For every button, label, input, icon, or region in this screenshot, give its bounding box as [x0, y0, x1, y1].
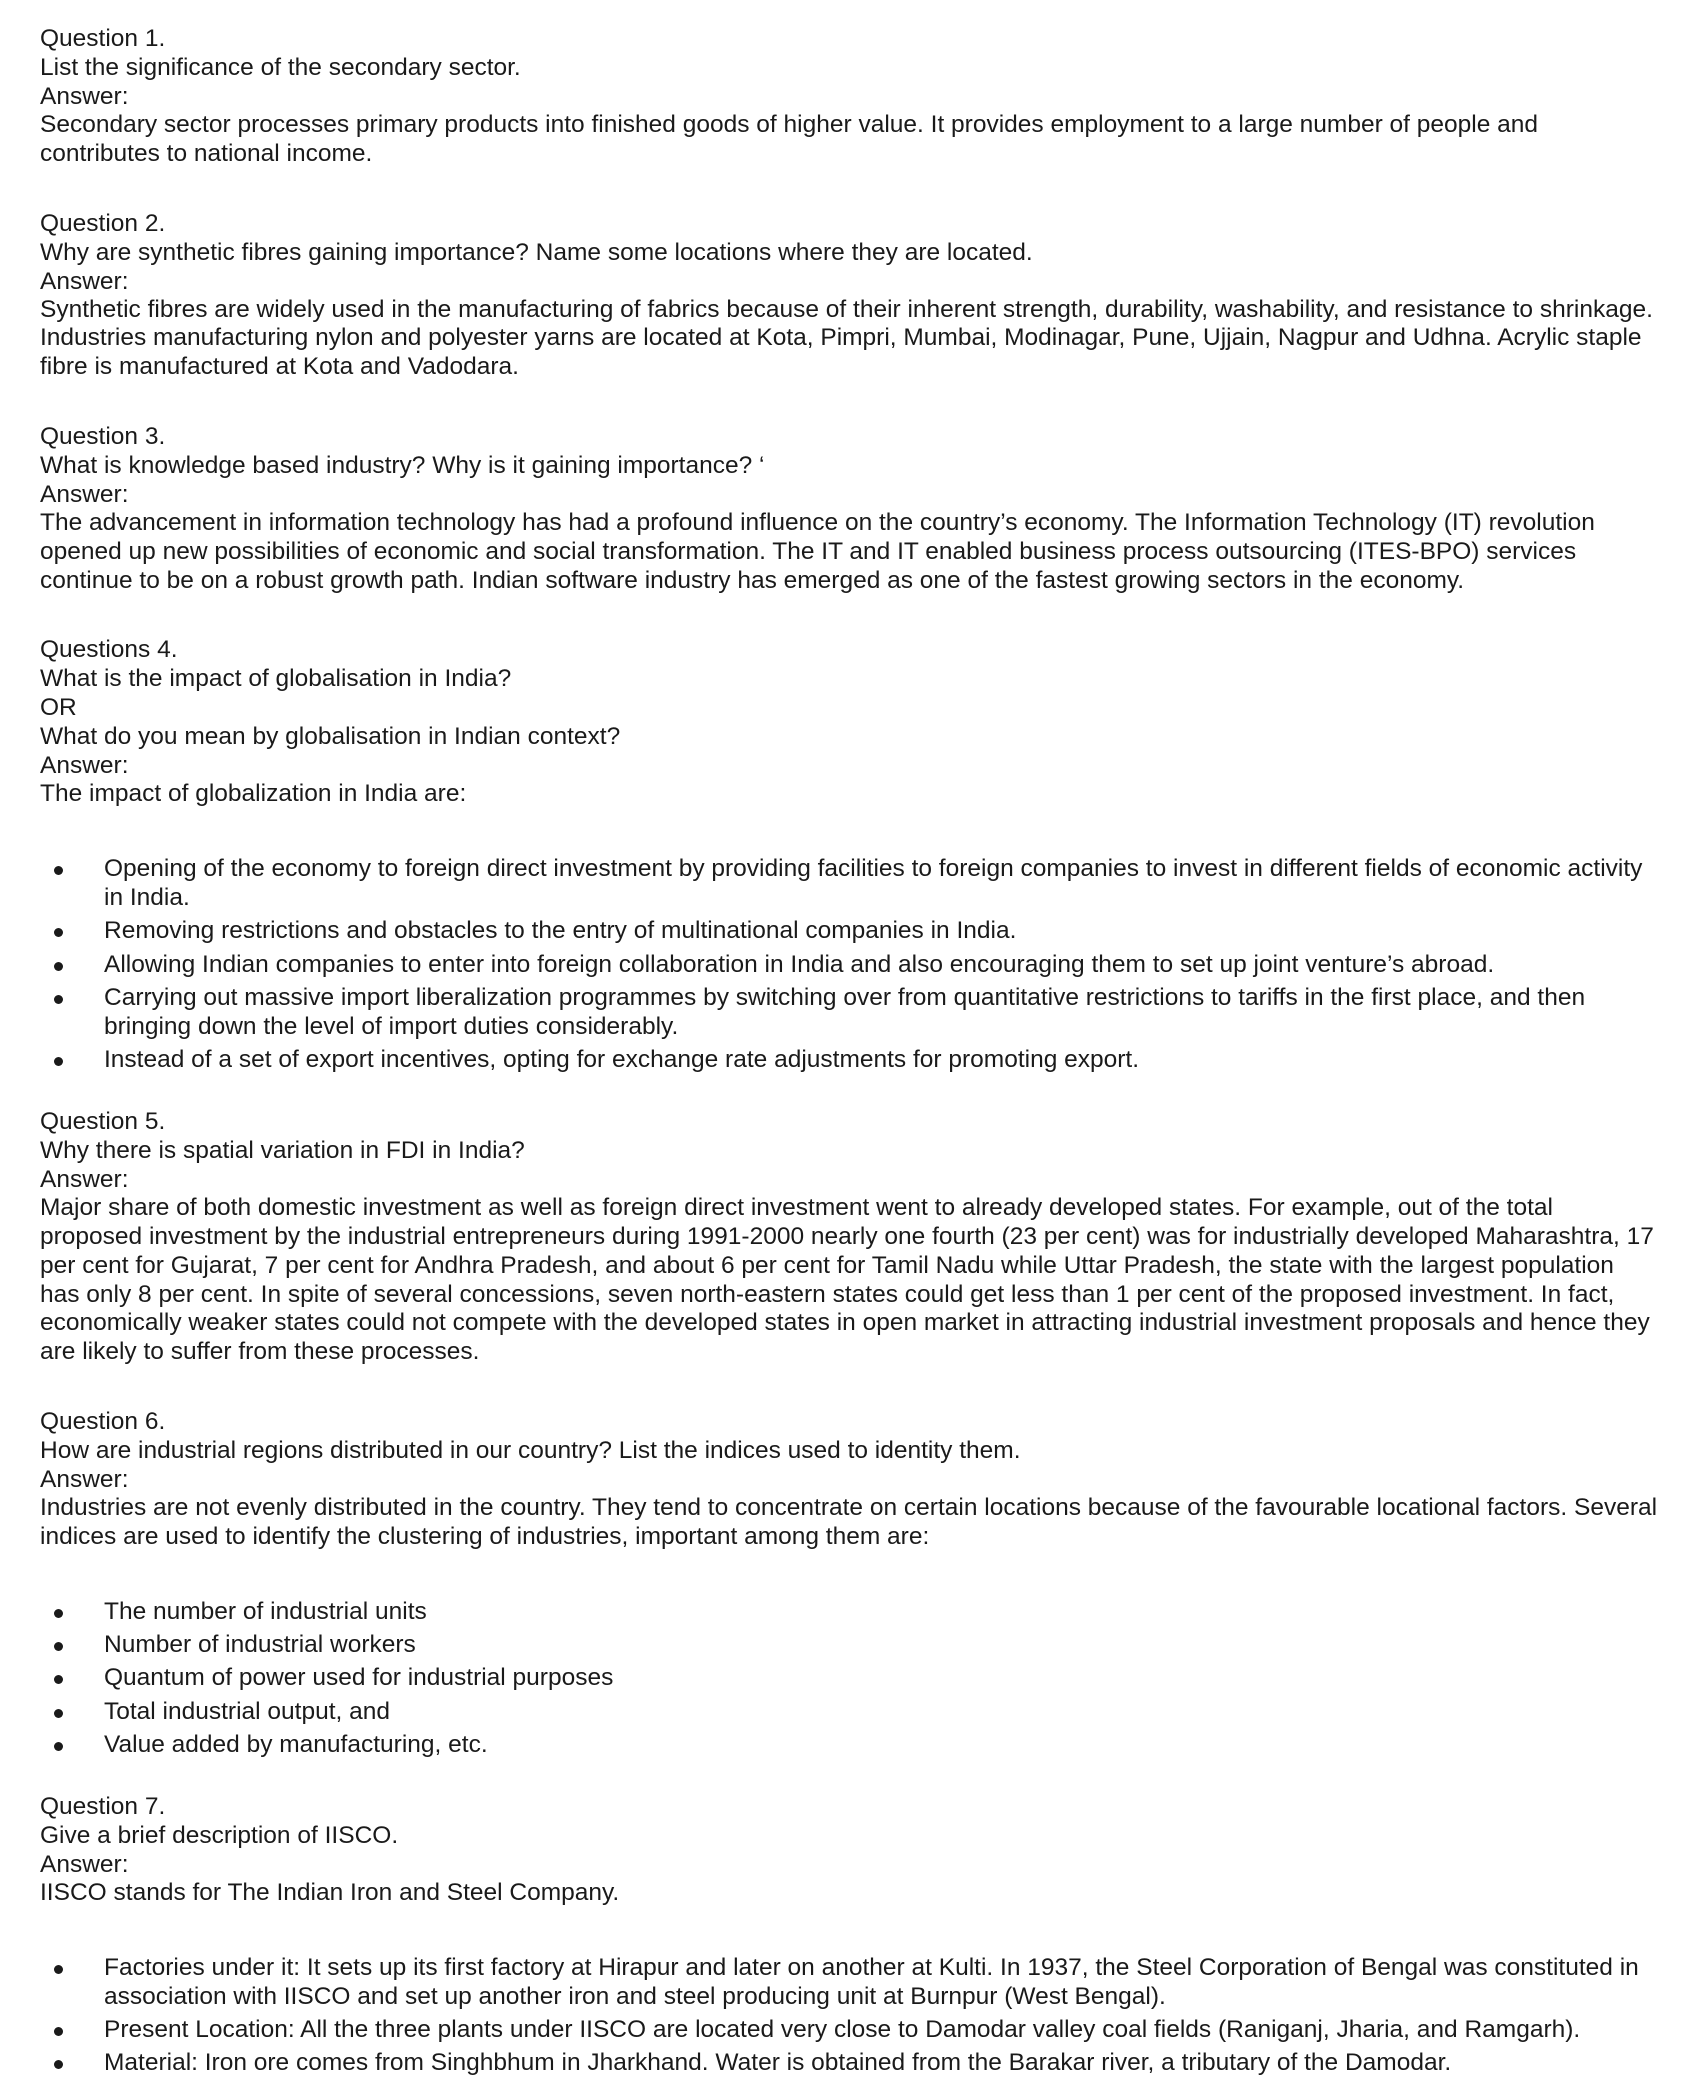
qa-block-2 [40, 209, 1660, 382]
bullet-icon [54, 928, 63, 937]
list-item-text: Number of industrial workers [104, 1630, 416, 1658]
list-item [40, 1664, 1660, 1693]
bullet-list [40, 1598, 1660, 1760]
answer-text: IISCO stands for The Indian Iron and Steel Company. [40, 1879, 620, 1907]
answer-text: Secondary sector processes primary products into finished goods of higher value. It provides employment to a large number of people and contributes to national income. [40, 111, 1539, 167]
bullet-icon [54, 2027, 63, 2036]
list-item-text: Allowing Indian companies to enter into foreign collaboration in India and also encouraging them to set up joint venture’s abroad. [104, 950, 1495, 978]
answer-label: Answer: [40, 83, 129, 110]
answer-text: Major share of both domestic investment as well as foreign direct investment went to already developed states. For example, out of the total proposed investment by the industrial entrepreneurs during 1991-2000 nearly one fourth (23 per cent) was for industrially developed Maharashtra, 17 per cent for Gujarat, 7 per cent for Andhra Pradesh, and about 6 per cent for Tamil Nadu while Uttar Pradesh, the state with the largest population has only 8 per cent. In spite of several concessions, seven north-eastern states could get less than 1 per cent of the proposed investment. In fact, economically weaker states could not compete with the developed states in open market in attracting industrial investment proposals and hence they are likely to suffer from these processes. [40, 1194, 1654, 1366]
qa-block-4 [40, 635, 1660, 1074]
question-heading: Question 7. [40, 1793, 166, 1821]
answer-text: The impact of globalization in India are: [40, 780, 467, 808]
list-item-text: Removing restrictions and obstacles to the entry of multinational companies in India. [104, 917, 1017, 945]
list-item [40, 2016, 1660, 2045]
list-item [40, 855, 1660, 913]
or-label: OR [40, 694, 77, 722]
answer-label: Answer: [40, 480, 129, 508]
list-item [40, 951, 1660, 980]
list-item-text: Carrying out massive import liberalization programmes by switching over from quantitative restrictions to tariffs in the first place, and then bringing down the level of import duties considerably. [104, 983, 1586, 1040]
bullet-icon [54, 866, 63, 875]
qa-block-3 [40, 422, 1660, 595]
question-heading: Question 2. [40, 209, 166, 237]
list-item-text: Instead of a set of export incentives, opting for exchange rate adjustments for promoting export. [104, 1045, 1140, 1073]
question-heading: Question 5. [40, 1108, 166, 1136]
bullet-icon [54, 1675, 63, 1684]
question-text: Why there is spatial variation in FDI in India? [40, 1137, 525, 1165]
answer-text: The advancement in information technology has had a profound influence on the country’s economy. The Information Technology (IT) revolution opened up new possibilities of economic and social transformation. The IT and IT enabled business process outsourcing (ITES-BPO) services continue to be on a robust growth path. Indian software industry has emerged as one of the fastest growing sectors in the economy. [40, 508, 1595, 594]
list-item [40, 1954, 1660, 2012]
list-item-text: Total industrial output, and [104, 1697, 391, 1725]
list-item-text: Quantum of power used for industrial purposes [104, 1664, 614, 1692]
question-heading: Questions 4. [40, 636, 178, 664]
qa-block-5 [40, 1107, 1660, 1367]
bullet-icon [54, 2060, 63, 2069]
bullet-icon [54, 1057, 63, 1066]
bullet-icon [54, 995, 63, 1004]
answer-label: Answer: [40, 1851, 129, 1879]
question-heading: Question 1. [40, 25, 166, 52]
question-heading: Question 3. [40, 422, 166, 450]
question-text: Why are synthetic fibres gaining importance? Name some locations where they are located. [40, 238, 1033, 266]
question-text: Give a brief description of IISCO. [40, 1822, 399, 1850]
list-item-text: Material: Iron ore comes from Singhbhum in Jharkhand. Water is obtained from the Barakar river, a tributary of the Damodar. [104, 2049, 1452, 2077]
answer-text: Synthetic fibres are widely used in the manufacturing of fabrics because of their inherent strength, durability, washability, and resistance to shrinkage. Industries manufacturing nylon and polyester yarns are located at Kota, Pimpri, Mumbai, Modinagar, Pune, Ujjain, Nagpur and Udhna. Acrylic staple fibre is manufactured at Kota and Vadodara. [40, 295, 1653, 381]
list-item [40, 917, 1660, 946]
list-item [40, 1731, 1660, 1760]
list-item-text: The number of industrial units [104, 1597, 427, 1625]
answer-label: Answer: [40, 1466, 129, 1494]
answer-label: Answer: [40, 267, 129, 295]
bullet-icon [54, 1742, 63, 1751]
qa-block-7 [40, 1792, 1660, 2078]
bullet-icon [54, 1965, 63, 1974]
answer-label: Answer: [40, 1166, 129, 1194]
list-item [40, 2049, 1660, 2078]
qa-block-6 [40, 1407, 1660, 1760]
answer-text: Industries are not evenly distributed in the country. They tend to concentrate on certain locations because of the favourable locational factors. Several indices are used to identify the clustering of industries, important among them are: [40, 1494, 1658, 1550]
question-heading: Question 6. [40, 1408, 166, 1436]
list-item [40, 984, 1660, 1042]
question-alt-text: What do you mean by globalisation in Indian context? [40, 723, 621, 751]
list-item-text: Value added by manufacturing, etc. [104, 1730, 488, 1758]
list-item-text: Present Location: All the three plants under IISCO are located very close to Damodar valley coal fields (Raniganj, Jharia, and Ramgarh). [104, 2016, 1581, 2043]
question-text: What is the impact of globalisation in India? [40, 665, 512, 693]
list-item [40, 1046, 1660, 1075]
bullet-icon [54, 1609, 63, 1618]
question-text: What is knowledge based industry? Why is it gaining importance? ‘ [40, 451, 765, 479]
question-text: List the significance of the secondary sector. [40, 54, 521, 81]
list-item-text: Factories under it: It sets up its first factory at Hirapur and later on another at Kulti. In 1937, the Steel Corporation of Bengal was constituted in association with IISCO and set up another iron and steel producing unit at Burnpur (West Bengal). [104, 1953, 1639, 2010]
bullet-list [40, 1954, 1660, 2078]
list-item [40, 1698, 1660, 1727]
bullet-icon [54, 962, 63, 971]
list-item-text: Opening of the economy to foreign direct investment by providing facilities to foreign companies to invest in different fields of economic activity in India. [104, 855, 1643, 911]
list-item [40, 1598, 1660, 1627]
qa-block-1 [40, 24, 1660, 169]
bullet-icon [54, 1642, 63, 1651]
question-text: How are industrial regions distributed in our country? List the indices used to identity them. [40, 1437, 1021, 1465]
bullet-list [40, 855, 1660, 1075]
bullet-icon [54, 1709, 63, 1718]
answer-label: Answer: [40, 752, 129, 780]
list-item [40, 1631, 1660, 1660]
